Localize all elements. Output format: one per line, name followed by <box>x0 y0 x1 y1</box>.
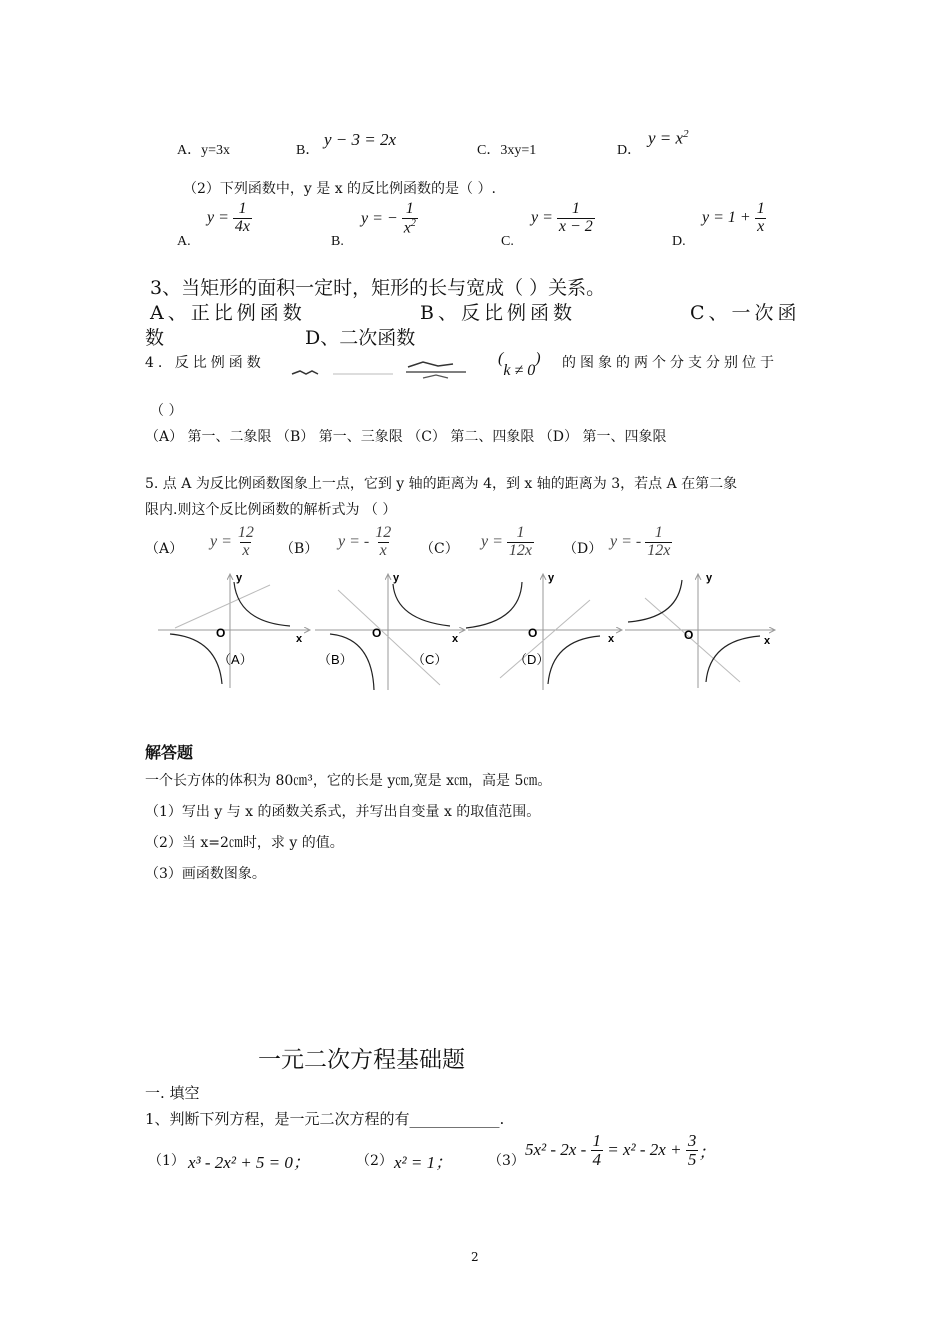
q4-condition: (k ≠ 0) <box>498 350 541 379</box>
graph-b-caption: （B） <box>318 652 353 667</box>
q5-line1: 5. 点 A 为反比例函数图象上一点，它到 y 轴的距离为 4，到 x 轴的距离为 3，若点 A 在第二象 <box>145 476 738 492</box>
q5-option-b-label: （B） <box>280 541 319 557</box>
graph-a-caption: （A） <box>218 652 253 667</box>
q5-option-d-label: （D） <box>563 541 603 557</box>
page-number: 2 <box>471 1250 479 1264</box>
graph-b-y-label: y <box>393 572 400 584</box>
equation-2-label: （2） <box>356 1153 393 1169</box>
q4-stem-end: 的图象的两个分支分别位于 <box>562 355 778 371</box>
graph-d-caption: （D） <box>514 652 550 667</box>
answer-part-1: （1）写出 y 与 x 的函数关系式，并写出自变量 x 的取值范围。 <box>145 804 541 820</box>
answer-part-3: （3）画函数图象。 <box>145 866 266 882</box>
equation-1: x³ - 2x² + 5 = 0； <box>188 1153 310 1172</box>
q2-stem: （2）下列函数中，y 是 x 的反比例函数的是（ ）. <box>183 181 496 197</box>
equation-2: x² = 1； <box>394 1153 453 1172</box>
graph-c <box>412 572 622 690</box>
q2-option-b-label: B. <box>331 234 344 249</box>
q5-option-d-math: y = - $\frac{1}{12x}$ <box>610 524 671 559</box>
q5-option-b-math: y = - $\frac{12}{x}$ <box>338 524 392 559</box>
q5-option-c-math: y = $\frac{1}{12x}$ <box>481 524 533 559</box>
q5-option-c-label: （C） <box>420 541 459 557</box>
graph-c-x-label: x <box>608 633 615 645</box>
graph-d-origin: O <box>684 628 694 642</box>
q1-option-d-label: D． <box>617 143 642 158</box>
q2-option-c-math: y = $\frac{1}{x - 2}$ <box>531 200 593 235</box>
q4-stem-start: 4. 反比例函数 <box>145 355 265 371</box>
q5-line2: 限内.则这个反比例函数的解析式为 （ ） <box>145 502 397 518</box>
q2-option-d-math: y = 1 + $\frac{1}{x}$ <box>702 200 765 235</box>
graph-a <box>158 572 310 688</box>
q1-option-d-math: $y = x^2$ <box>648 128 689 148</box>
equation-3-label: （3） <box>488 1153 525 1169</box>
graph-b <box>315 572 465 690</box>
graph-d <box>625 572 775 688</box>
graph-a-x-label: x <box>296 633 303 645</box>
graph-c-caption: （C） <box>412 652 448 667</box>
q3-stem: 3、当矩形的面积一定时，矩形的长与宽成（ ）关系。 <box>150 277 606 299</box>
answer-part-2: （2）当 x=2㎝时，求 y 的值。 <box>145 835 344 851</box>
graph-b-x-label: x <box>452 633 459 645</box>
section-subtitle: 一. 填空 <box>145 1084 200 1102</box>
q4-garbled-formula-image <box>288 355 478 385</box>
q1-option-c: C．3xy=1 <box>477 143 537 158</box>
equation-1-label: （1） <box>148 1153 185 1169</box>
answer-intro: 一个长方体的体积为 80㎝³，它的长是 y㎝,宽是 x㎝，高是 5㎝。 <box>145 773 552 789</box>
section-q1: 1、判断下列方程，是一元二次方程的有____________. <box>145 1110 505 1128</box>
graph-c-origin: O <box>528 626 538 640</box>
q3-option-d: D、二次函数 <box>305 327 416 349</box>
q2-option-a-label: A. <box>177 234 191 249</box>
q1-option-a: A．y=3x <box>177 143 231 158</box>
q1-option-b-math: y − 3 = 2x <box>324 130 397 149</box>
graph-a-y-label: y <box>236 572 243 584</box>
q2-option-b-math: y = − $\frac{1}{x^2}$ <box>361 200 416 237</box>
graph-c-y-label: y <box>548 572 555 584</box>
q4-answer-paren: （ ） <box>150 403 183 419</box>
q4-options: （A） 第一、二象限 （B） 第一、三象限 （C） 第二、四象限 （D） 第一、四象限 <box>145 429 667 445</box>
q5-graphs <box>150 560 790 695</box>
graph-a-origin: O <box>216 626 226 640</box>
q3-option-c-cont: 数 <box>145 327 165 349</box>
q1-option-b-label: B． <box>296 143 320 158</box>
q5-option-a-label: （A） <box>145 541 184 557</box>
q3-option-c: C、一次函 <box>690 302 801 324</box>
graph-d-x-label: x <box>764 635 771 647</box>
graph-b-origin: O <box>372 626 382 640</box>
section-title: 一元二次方程基础题 <box>258 1047 465 1073</box>
equation-3: 5x² - 2x - $\frac{1}{4}$ = x² - 2x + $\frac{3}{5}$ ； <box>525 1131 716 1169</box>
q5-option-a-math: y = $\frac{12}{x}$ <box>210 524 254 559</box>
graph-d-y-label: y <box>706 572 713 584</box>
q3-option-b: B、反比例函数 <box>420 302 576 324</box>
q2-option-a-math: y = $\frac{1}{4x}$ <box>207 200 251 235</box>
q2-option-d-label: D. <box>672 234 686 249</box>
answer-heading: 解答题 <box>145 743 194 762</box>
q2-option-c-label: C. <box>501 234 514 249</box>
q3-option-a: A、正比例函数 <box>150 302 306 324</box>
